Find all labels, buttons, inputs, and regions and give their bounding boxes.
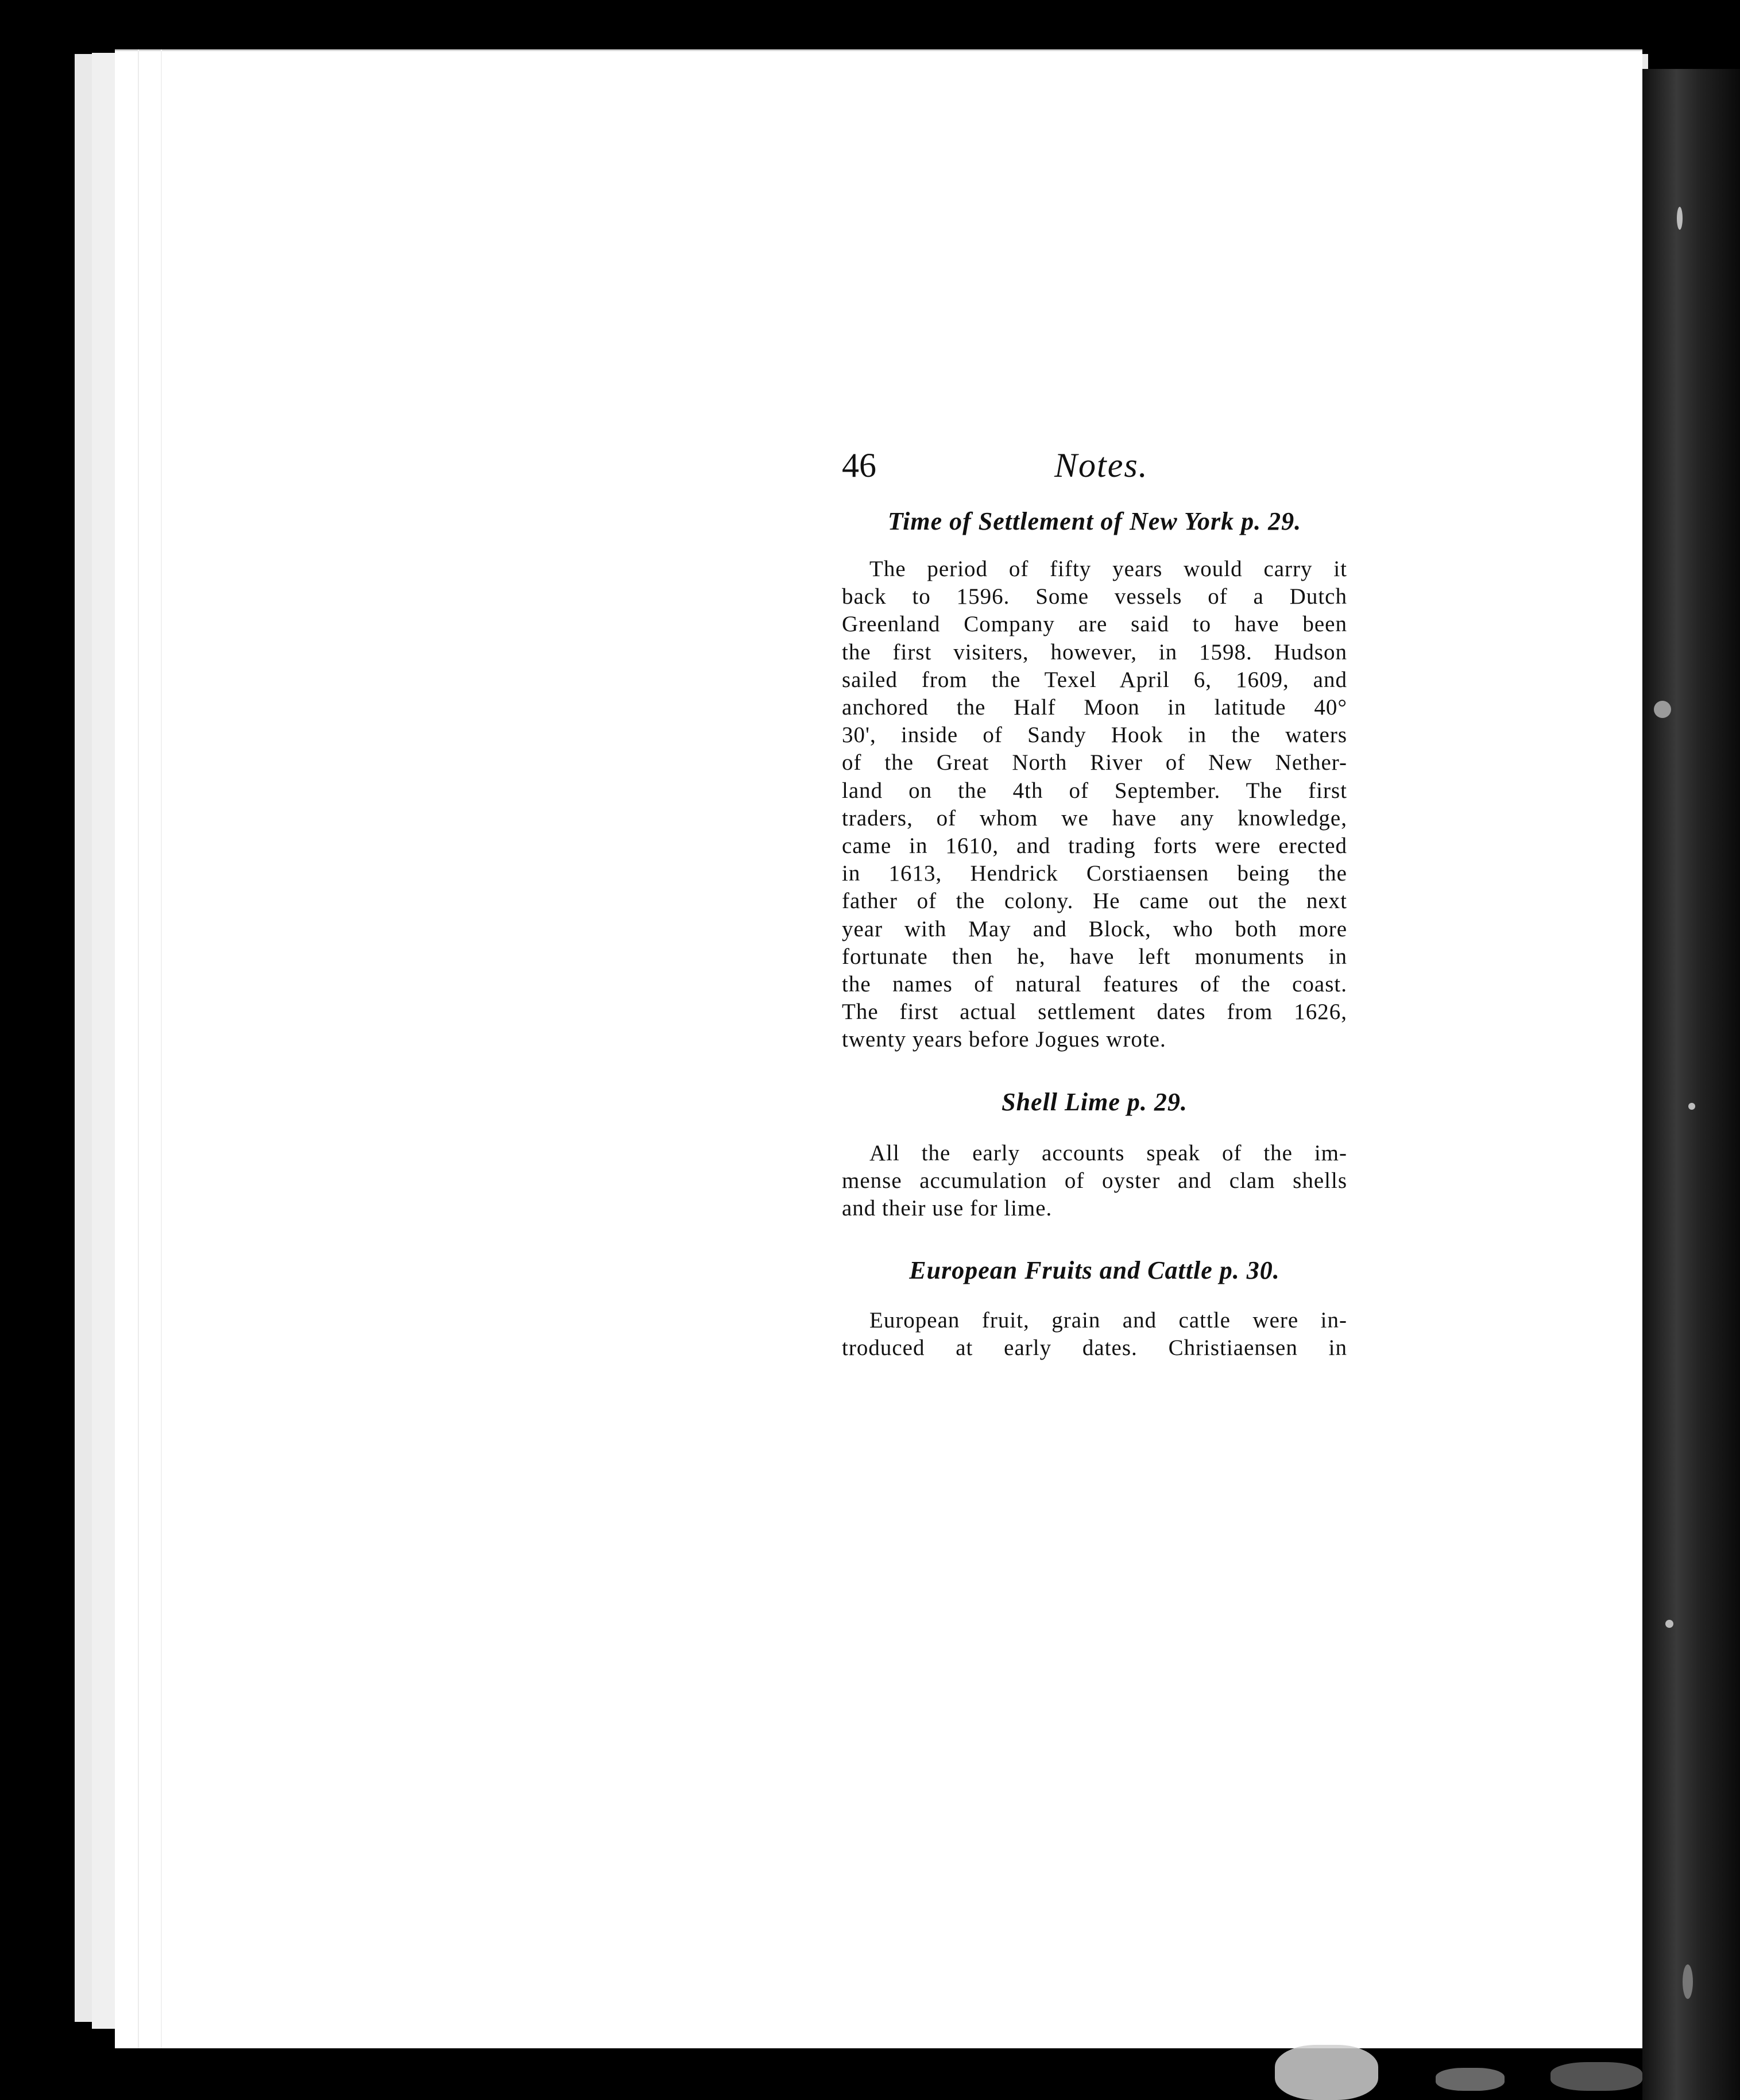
text-line: troduced at early dates. Christiaensen in [842, 1335, 1347, 1361]
text-line: and their use for lime. [842, 1196, 1053, 1221]
binding-speck [1688, 1103, 1695, 1110]
text-line: in 1613, Hendrick Corstiaensen being the [842, 861, 1347, 886]
text-line: fortunate then he, have left monuments in [842, 944, 1347, 969]
running-title: Notes. [1054, 446, 1149, 484]
text-line: traders, of whom we have any knowledge, [842, 805, 1347, 831]
page-top-edge [115, 49, 1642, 51]
text-line: European fruit, grain and cattle were in- [869, 1308, 1347, 1333]
book-binding-edge [1642, 69, 1740, 2100]
text-line: mense accumulation of oyster and clam shells [842, 1168, 1347, 1193]
page-fold-line [161, 49, 162, 2048]
section-paragraph [842, 1307, 1347, 1362]
binding-speck [1654, 701, 1671, 718]
page-fold-line [138, 49, 139, 2048]
text-column [842, 446, 1347, 1362]
section-paragraph [842, 1140, 1347, 1223]
text-line: came in 1610, and trading forts were erected [842, 833, 1347, 859]
text-line: twenty years before Jogues wrote. [842, 1027, 1166, 1052]
text-line: year with May and Block, who both more [842, 916, 1347, 941]
text-line: All the early accounts speak of the im- [869, 1140, 1347, 1165]
text-line: father of the colony. He came out the next [842, 889, 1347, 914]
text-line: Greenland Company are said to have been [842, 612, 1347, 637]
section-paragraph [842, 555, 1347, 1054]
text-line: anchored the Half Moon in latitude 40° [842, 695, 1347, 720]
section-title: Time of Settlement of New York p. 29. [887, 507, 1302, 535]
text-line: back to 1596. Some vessels of a Dutch [842, 584, 1347, 609]
binding-speck [1677, 207, 1683, 230]
scan-debris [1436, 2068, 1505, 2091]
text-line: of the Great North River of New Nether- [842, 750, 1347, 775]
text-line: 30', inside of Sandy Hook in the waters [842, 723, 1347, 748]
scan-debris [1550, 2062, 1642, 2091]
text-line: sailed from the Texel April 6, 1609, and [842, 667, 1347, 692]
binding-speck [1683, 1964, 1693, 1999]
text-line: land on the 4th of September. The first [842, 778, 1347, 803]
text-line: the names of natural features of the coast. [842, 972, 1347, 997]
section-title: European Fruits and Cattle p. 30. [909, 1256, 1280, 1285]
text-line: The first actual settlement dates from 1626, [842, 999, 1347, 1025]
text-line: The period of fifty years would carry it [869, 557, 1347, 581]
page-number: 46 [842, 446, 876, 484]
text-line: the first visiters, however, in 1598. Hudson [842, 639, 1347, 665]
scan-debris [1275, 2045, 1378, 2100]
binding-speck [1665, 1620, 1673, 1628]
section-title: Shell Lime p. 29. [1002, 1087, 1188, 1116]
running-head [842, 446, 1347, 497]
